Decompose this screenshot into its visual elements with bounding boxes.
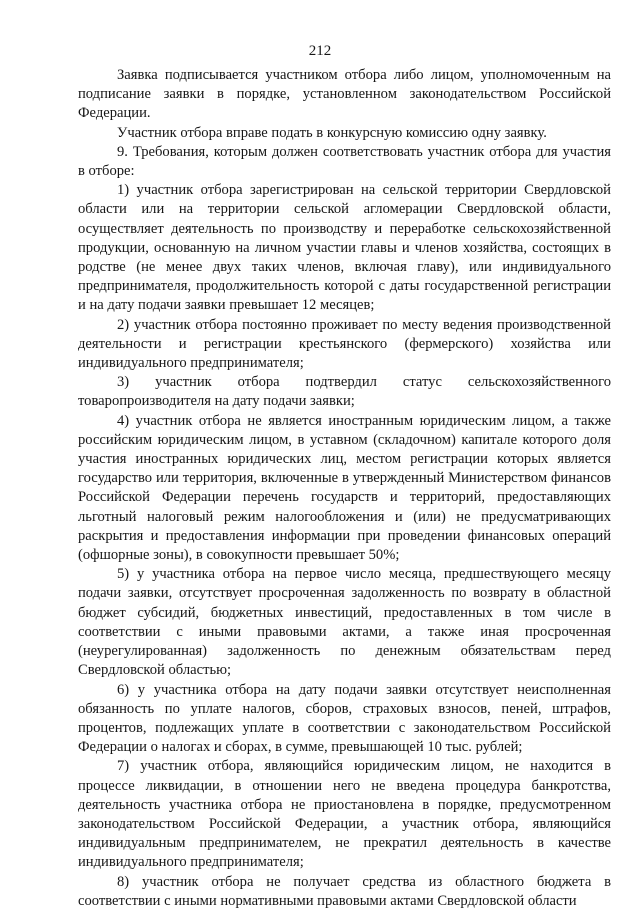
requirement-item-3: 3) участник отбора подтвердил статус сельскохозяйственного товаропроизводителя на дату подачи заявки;: [78, 374, 611, 410]
requirement-item-7: 7) участник отбора, являющийся юридическим лицом, не находится в процессе ликвидации, в отношении него не введена процедура банкротства, деятельность участника отбора не приостановлена в порядке, предусмотренном законодательством Российской Федерации, а участник отбора, являющийся индивидуальным предпринимателем, не прекратил деятельность в качестве индивидуального предпринимателя;: [78, 758, 611, 871]
requirement-item-5: 5) у участника отбора на первое число месяца, предшествующего месяцу подачи заявки, отсутствует просроченная задолженность по возврату в областной бюджет субсидий, бюджетных инвестиций, предоставленных в том числе в соответствии с иными правовыми актами, а также иная просроченная (неурегулированная) задолженность по денежным обязательствам перед Свердловской областью;: [78, 566, 611, 679]
paragraph-single-application: Участник отбора вправе подать в конкурсную комиссию одну заявку.: [117, 124, 547, 141]
page-number: 212: [308, 43, 332, 59]
requirement-item-2: 2) участник отбора постоянно проживает по месту ведения производственной деятельности и регистрации крестьянского (фермерского) хозяйства или индивидуального предпринимателя;: [78, 316, 611, 372]
requirement-item-8: 8) участник отбора не получает средства из областного бюджета в соответствии с иными нормативными правовыми актами Свердловской области: [78, 873, 611, 909]
requirement-item-6: 6) у участника отбора на дату подачи заявки отсутствует неисполненная обязанность по уплате налогов, сборов, страховых взносов, пеней, штрафов, процентов, подлежащих уплате в соответствии с законодательством Российской Федерации о налогах и сборах, в сумме, превышающей 10 тыс. рублей;: [78, 681, 611, 756]
requirement-item-4: 4) участник отбора не является иностранным юридическим лицом, а также российским юридическим лицом, в уставном (складочном) капитале которого доля участия иностранных юридических лиц, местом регистрации которых является государство или территория, включенные в утвержденный Министерством финансов Российской Федерации перечень государств и территорий, предоставляющих льготный налоговый режим налогообложения и (или) не предусматривающих раскрытия и предоставления информации при проведении финансовых операций (офшорные зоны), в совокупности превышает 50%;: [78, 412, 611, 564]
paragraph-requirements-heading: 9. Требования, которым должен соответствовать участник отбора для участия в отборе:: [78, 143, 611, 180]
paragraph-application-signing: Заявка подписывается участником отбора либо лицом, уполномоченным на подписание заявки в порядке, установленном законодательством Российской Федерации.: [78, 67, 611, 122]
requirement-item-1: 1) участник отбора зарегистрирован на сельской территории Свердловской области или на территории сельской агломерации Свердловской области, осуществляет деятельность по производству и переработке сельскохозяйственной продукции, основанную на личном участии главы и членов хозяйства, состоящих в родстве (не менее двух таких членов, включая главу), или индивидуального предпринимателя, продолжительность которой с даты государственной регистрации и на дату подачи заявки превышает 12 месяцев;: [78, 182, 611, 314]
document-body: [78, 66, 611, 911]
